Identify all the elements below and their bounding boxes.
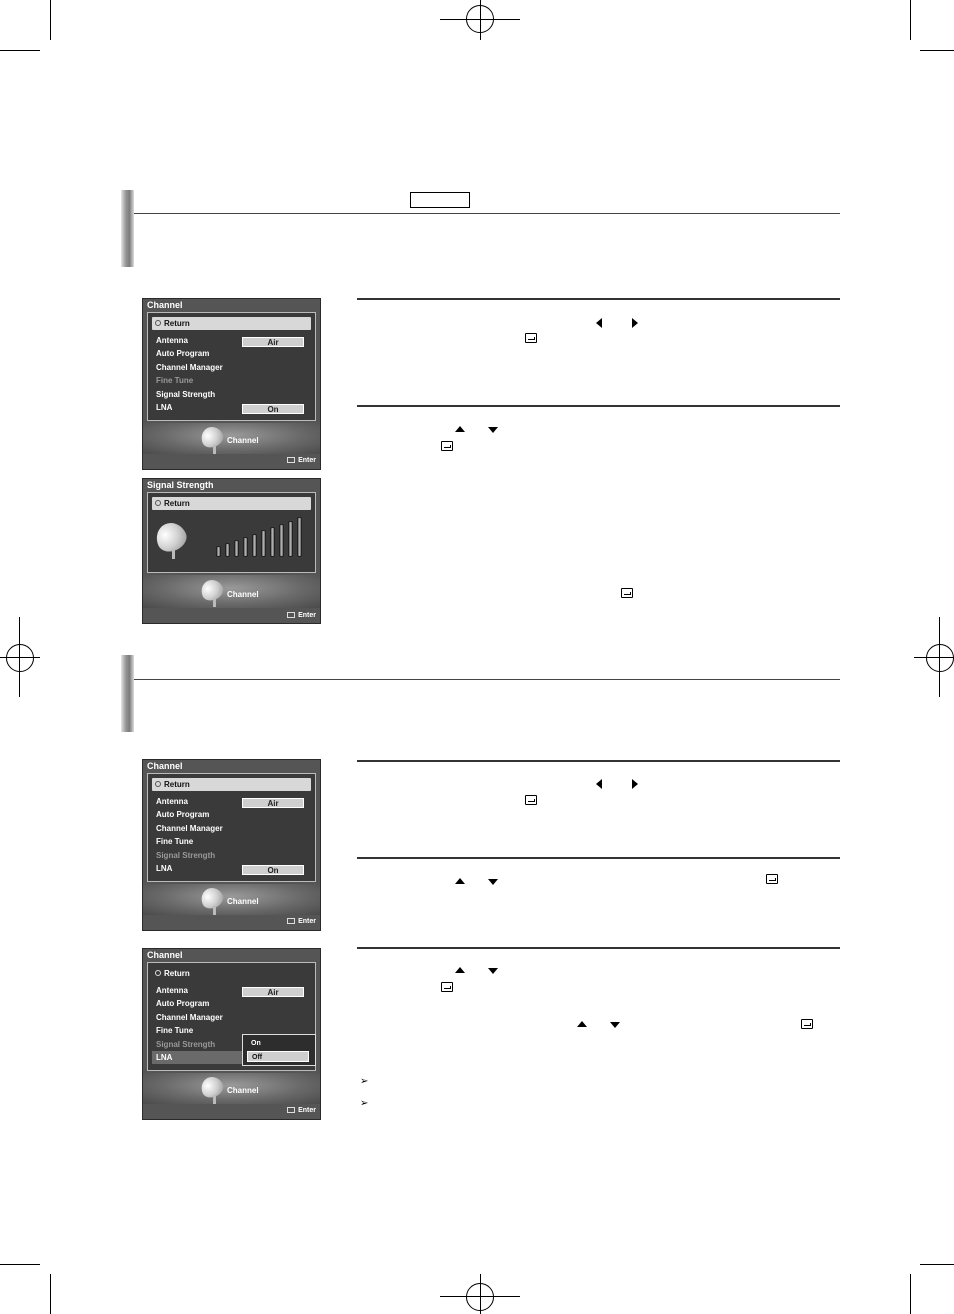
enter-icon (441, 982, 453, 992)
crop-mark (920, 1264, 954, 1265)
satellite-dish-icon (198, 576, 226, 603)
signal-bar (243, 537, 248, 557)
enter-label: Enter (298, 1107, 316, 1114)
menu-item-lna[interactable]: LNA (156, 864, 173, 873)
dish-stand (172, 549, 175, 559)
step-divider (357, 760, 840, 762)
menu-item-signal-strength: Signal Strength (156, 1040, 216, 1049)
return-item[interactable] (152, 497, 311, 510)
crop-mark (480, 0, 481, 40)
up-arrow-icon (455, 878, 465, 884)
menu-item-signal-strength: Signal Strength (156, 851, 216, 860)
menu-item-channel-manager[interactable]: Channel Manager (156, 824, 223, 833)
osd-title: Channel (147, 950, 183, 960)
signal-bar (252, 534, 257, 557)
enter-icon (287, 918, 295, 924)
section-rule (134, 679, 840, 680)
enter-icon (287, 612, 295, 618)
signal-bar (279, 524, 284, 557)
crop-mark (0, 50, 40, 51)
footer-label: Channel (227, 1086, 259, 1095)
signal-bar (288, 521, 293, 557)
osd-signal-strength (142, 478, 321, 624)
osd-title: Channel (147, 761, 183, 771)
menu-item-auto-program[interactable]: Auto Program (156, 810, 210, 819)
menu-item-signal-strength[interactable]: Signal Strength (156, 390, 216, 399)
dropdown-option-on[interactable]: On (251, 1040, 261, 1047)
footer-label: Channel (227, 590, 259, 599)
left-arrow-icon (596, 779, 602, 789)
antenna-value: Air (242, 798, 304, 808)
satellite-dish-icon (151, 518, 190, 556)
right-arrow-icon (632, 779, 638, 789)
satellite-dish-icon (198, 1073, 226, 1100)
enter-icon (525, 333, 537, 343)
crop-mark (0, 1264, 40, 1265)
dish-stand (213, 1095, 216, 1104)
section-marker (121, 190, 134, 267)
menu-item-auto-program[interactable]: Auto Program (156, 349, 210, 358)
left-arrow-icon (596, 318, 602, 328)
return-item[interactable] (152, 317, 311, 330)
menu-item-channel-manager[interactable]: Channel Manager (156, 1013, 223, 1022)
enter-hint (287, 612, 316, 619)
osd-footer (143, 575, 320, 608)
dropdown-option-off[interactable]: Off (247, 1051, 309, 1062)
dish-stand (213, 598, 216, 607)
osd-footer (143, 884, 320, 915)
lna-dropdown[interactable] (242, 1034, 316, 1066)
up-arrow-icon (455, 426, 465, 432)
step-divider (357, 298, 840, 300)
signal-bars (216, 515, 316, 557)
crop-mark (0, 657, 40, 658)
return-label: Return (164, 499, 190, 508)
enter-icon (287, 457, 295, 463)
crop-mark (50, 0, 51, 40)
dish-stand (213, 445, 216, 454)
crop-mark (50, 1274, 51, 1314)
enter-label: Enter (298, 457, 316, 464)
note-arrow-icon: ➢ (360, 1076, 369, 1087)
crop-mark (480, 1274, 481, 1314)
return-icon (155, 500, 161, 506)
return-icon (155, 781, 161, 787)
return-label: Return (164, 319, 190, 328)
enter-icon (441, 441, 453, 451)
menu-item-antenna[interactable]: Antenna (156, 797, 188, 806)
osd-panel (147, 312, 316, 421)
osd-panel (147, 773, 316, 882)
button-label-box (410, 192, 470, 208)
osd-footer (143, 423, 320, 454)
antenna-value: Air (242, 987, 304, 997)
lna-value: On (242, 865, 304, 875)
dish-stand (213, 906, 216, 915)
enter-hint (287, 457, 316, 464)
menu-item-lna[interactable]: LNA (156, 403, 173, 412)
down-arrow-icon (488, 968, 498, 974)
signal-bar (261, 530, 266, 557)
crop-mark (910, 0, 911, 40)
signal-bar (297, 517, 302, 557)
up-arrow-icon (577, 1021, 587, 1027)
enter-hint (287, 1107, 316, 1114)
menu-item-antenna[interactable]: Antenna (156, 986, 188, 995)
enter-icon (525, 795, 537, 805)
enter-icon (621, 588, 633, 598)
crop-mark (939, 617, 940, 697)
down-arrow-icon (610, 1022, 620, 1028)
return-item[interactable] (152, 778, 311, 791)
menu-item-auto-program[interactable]: Auto Program (156, 999, 210, 1008)
step-divider (357, 857, 840, 859)
lna-value: On (242, 404, 304, 414)
footer-label: Channel (227, 436, 259, 445)
osd-panel (147, 492, 316, 573)
footer-label: Channel (227, 897, 259, 906)
satellite-dish-icon (198, 884, 226, 911)
enter-icon (801, 1019, 813, 1029)
menu-item-channel-manager[interactable]: Channel Manager (156, 363, 223, 372)
signal-bar (225, 543, 230, 557)
menu-item-fine-tune[interactable]: Fine Tune (156, 1026, 194, 1035)
enter-icon (287, 1107, 295, 1113)
down-arrow-icon (488, 427, 498, 433)
signal-bar (234, 540, 239, 557)
antenna-value: Air (242, 337, 304, 347)
signal-bar (216, 546, 221, 557)
osd-title: Signal Strength (147, 480, 214, 490)
crop-mark (19, 617, 20, 697)
osd-channel-menu (142, 298, 321, 470)
enter-icon (766, 874, 778, 884)
crop-mark (920, 50, 954, 51)
down-arrow-icon (488, 879, 498, 885)
menu-item-fine-tune: Fine Tune (156, 376, 194, 385)
registration-mark-icon (926, 644, 954, 672)
enter-label: Enter (298, 612, 316, 619)
section-marker (121, 655, 134, 732)
osd-title: Channel (147, 300, 183, 310)
osd-channel-menu (142, 759, 321, 931)
crop-mark (910, 1274, 911, 1314)
return-icon (155, 970, 161, 976)
step-divider (357, 947, 840, 949)
section-rule (134, 213, 840, 214)
osd-panel (147, 962, 316, 1071)
osd-channel-menu-lna (142, 948, 321, 1120)
step-divider (357, 405, 840, 407)
return-label: Return (164, 969, 190, 978)
satellite-dish-icon (198, 423, 226, 450)
crop-mark (914, 657, 954, 658)
right-arrow-icon (632, 318, 638, 328)
note-arrow-icon: ➢ (360, 1098, 369, 1109)
enter-label: Enter (298, 918, 316, 925)
return-label: Return (164, 780, 190, 789)
menu-item-antenna[interactable]: Antenna (156, 336, 188, 345)
enter-hint (287, 918, 316, 925)
return-item[interactable] (152, 967, 190, 980)
menu-item-lna[interactable]: LNA (156, 1053, 173, 1062)
up-arrow-icon (455, 967, 465, 973)
registration-mark-icon (6, 644, 34, 672)
return-icon (155, 320, 161, 326)
menu-item-fine-tune[interactable]: Fine Tune (156, 837, 194, 846)
signal-bar (270, 527, 275, 557)
osd-footer (143, 1073, 320, 1104)
